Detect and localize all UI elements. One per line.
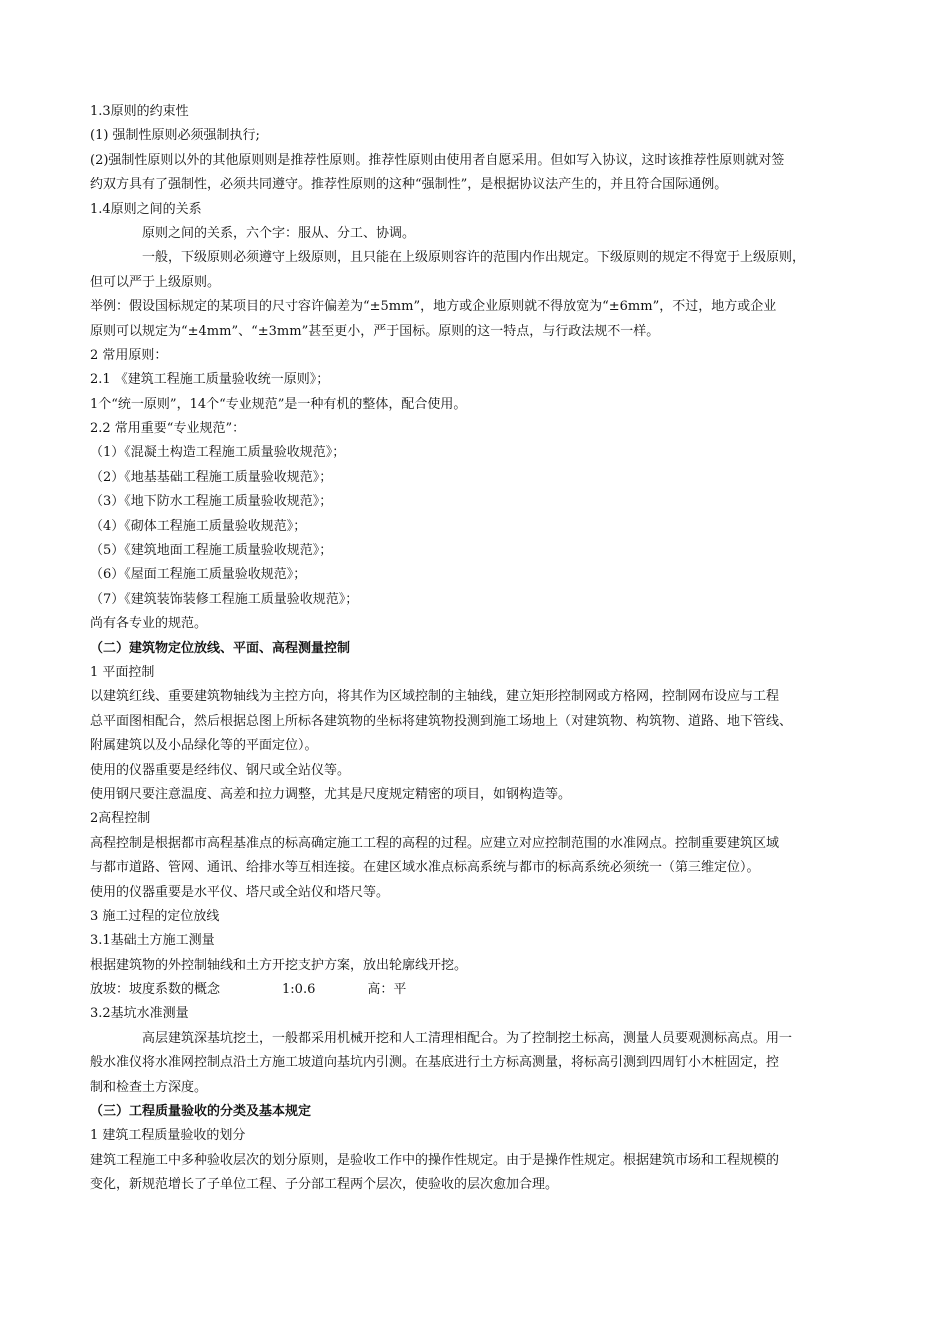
paragraph-line: 使用的仪器重要是水平仪、塔尺或全站仪和塔尺等。 — [90, 884, 390, 900]
heading-2-2: 2.2 常用重要“专业规范”： — [90, 421, 246, 437]
heading-2: 2 常用原则： — [90, 347, 168, 363]
paragraph-line: 以建筑红线、重要建筑物轴线为主控方向，将其作为区域控制的主轴线，建立矩形控制网或方格网，控制网布设应与工程 — [90, 689, 780, 705]
subheading: 1 建筑工程质量验收的划分 — [90, 1128, 246, 1144]
slope-height: 高：平 — [367, 982, 407, 998]
list-item: （6）《屋面工程施工质量验收规范》； — [90, 567, 307, 583]
document-body — [90, 100, 870, 1198]
heading-1-4: 1.4原则之间的关系 — [90, 201, 202, 217]
list-item: （1）《混凝土构造工程施工质量验收规范》； — [90, 445, 346, 461]
list-item: （4）《砌体工程施工质量验收规范》； — [90, 518, 307, 534]
section-heading-3: （三）工程质量验收的分类及基本规定 — [90, 1104, 312, 1120]
paragraph-line: 高程控制是根据都市高程基准点的标高确定施工工程的高程的过程。应建立对应控制范围的水准网点。控制重要建筑区域 — [90, 835, 780, 851]
paragraph-line: 但可以严于上级原则。 — [90, 274, 221, 290]
paragraph-line: 1个“统一原则”，14个“专业规范”是一种有机的整体，配合使用。 — [90, 396, 467, 412]
paragraph-line: 尚有各专业的规范。 — [90, 616, 208, 632]
subheading: 1 平面控制 — [90, 664, 155, 680]
slope-ratio: 1:0.6 — [282, 982, 316, 998]
paragraph-line: 一般，下级原则必须遵守上级原则，且只能在上级原则容许的范围内作出规定。下级原则的规定不得宽于上级原则， — [142, 250, 806, 266]
paragraph-line: 使用的仪器重要是经纬仪、钢尺或全站仪等。 — [90, 762, 351, 778]
paragraph-line: 高层建筑深基坑挖土，一般都采用机械开挖和人工清理相配合。为了控制挖土标高，测量人员要观测标高点。用一 — [142, 1030, 793, 1046]
list-item: （7）《建筑装饰装修工程施工质量验收规范》； — [90, 591, 359, 607]
subheading: 3.1基础土方施工测量 — [90, 933, 215, 949]
paragraph-line: 般水准仪将水准网控制点沿土方施工坡道向基坑内引测。在基底进行土方标高测量，将标高引测到四周钉小木桩固定，控 — [90, 1055, 780, 1071]
paragraph-line: (2)强制性原则以外的其他原则则是推荐性原则。推荐性原则由使用者自愿采用。但如写入协议，这时该推荐性原则就对签 — [90, 152, 785, 168]
slope-label: 放坡：坡度系数的概念 — [90, 982, 221, 998]
paragraph-line: 变化，新规范增长了子单位工程、子分部工程两个层次，使验收的层次愈加合理。 — [90, 1177, 559, 1193]
paragraph-line: 原则可以规定为“±4mm”、“±3mm”甚至更小，严于国标。原则的这一特点，与行政法规不一样。 — [90, 323, 660, 339]
heading-2-1: 2.1 《建筑工程施工质量验收统一原则》； — [90, 372, 330, 388]
slope-line — [90, 978, 870, 1002]
paragraph-line: 使用钢尺要注意温度、高差和拉力调整，尤其是尺度规定精密的项目，如钢构造等。 — [90, 786, 572, 802]
list-item: （2）《地基基础工程施工质量验收规范》； — [90, 469, 333, 485]
list-item: （3）《地下防水工程施工质量验收规范》； — [90, 494, 333, 510]
paragraph-line: 建筑工程施工中多种验收层次的划分原则，是验收工作中的操作性规定。由于是操作性规定。根据建筑市场和工程规模的 — [90, 1152, 780, 1168]
paragraph-line: 举例：假设国标规定的某项目的尺寸容许偏差为“±5mm”，地方或企业原则就不得放宽为“±6mm”，不过，地方或企业 — [90, 299, 777, 315]
heading-1-3: 1.3原则的约束性 — [90, 104, 189, 119]
subheading: 2高程控制 — [90, 811, 151, 827]
paragraph-line: (1) 强制性原则必须强制执行; — [90, 128, 260, 144]
list-item: （5）《建筑地面工程施工质量验收规范》； — [90, 543, 333, 559]
section-heading-2: （二）建筑物定位放线、平面、高程测量控制 — [90, 640, 351, 656]
paragraph-line: 制和检查土方深度。 — [90, 1079, 208, 1095]
paragraph-line: 约双方具有了强制性，必须共同遵守。推荐性原则的这种“强制性”，是根据协议法产生的，并且符合国际通例。 — [90, 177, 728, 193]
subheading: 3.2基坑水准测量 — [90, 1006, 189, 1022]
paragraph-line: 附属建筑以及小品绿化等的平面定位）。 — [90, 738, 318, 754]
paragraph-line: 与都市道路、管网、通讯、给排水等互相连接。在建区域水准点标高系统与都市的标高系统必须统一（第三维定位）。 — [90, 860, 760, 876]
paragraph-line: 原则之间的关系，六个字：服从、分工、协调。 — [142, 225, 416, 241]
paragraph-line: 根据建筑物的外控制轴线和土方开挖支护方案，放出轮廓线开挖。 — [90, 957, 468, 973]
subheading: 3 施工过程的定位放线 — [90, 908, 220, 924]
paragraph-line: 总平面图相配合，然后根据总图上所标各建筑物的坐标将建筑物投测到施工场地上（对建筑物、构筑物、道路、地下管线、 — [90, 713, 793, 729]
